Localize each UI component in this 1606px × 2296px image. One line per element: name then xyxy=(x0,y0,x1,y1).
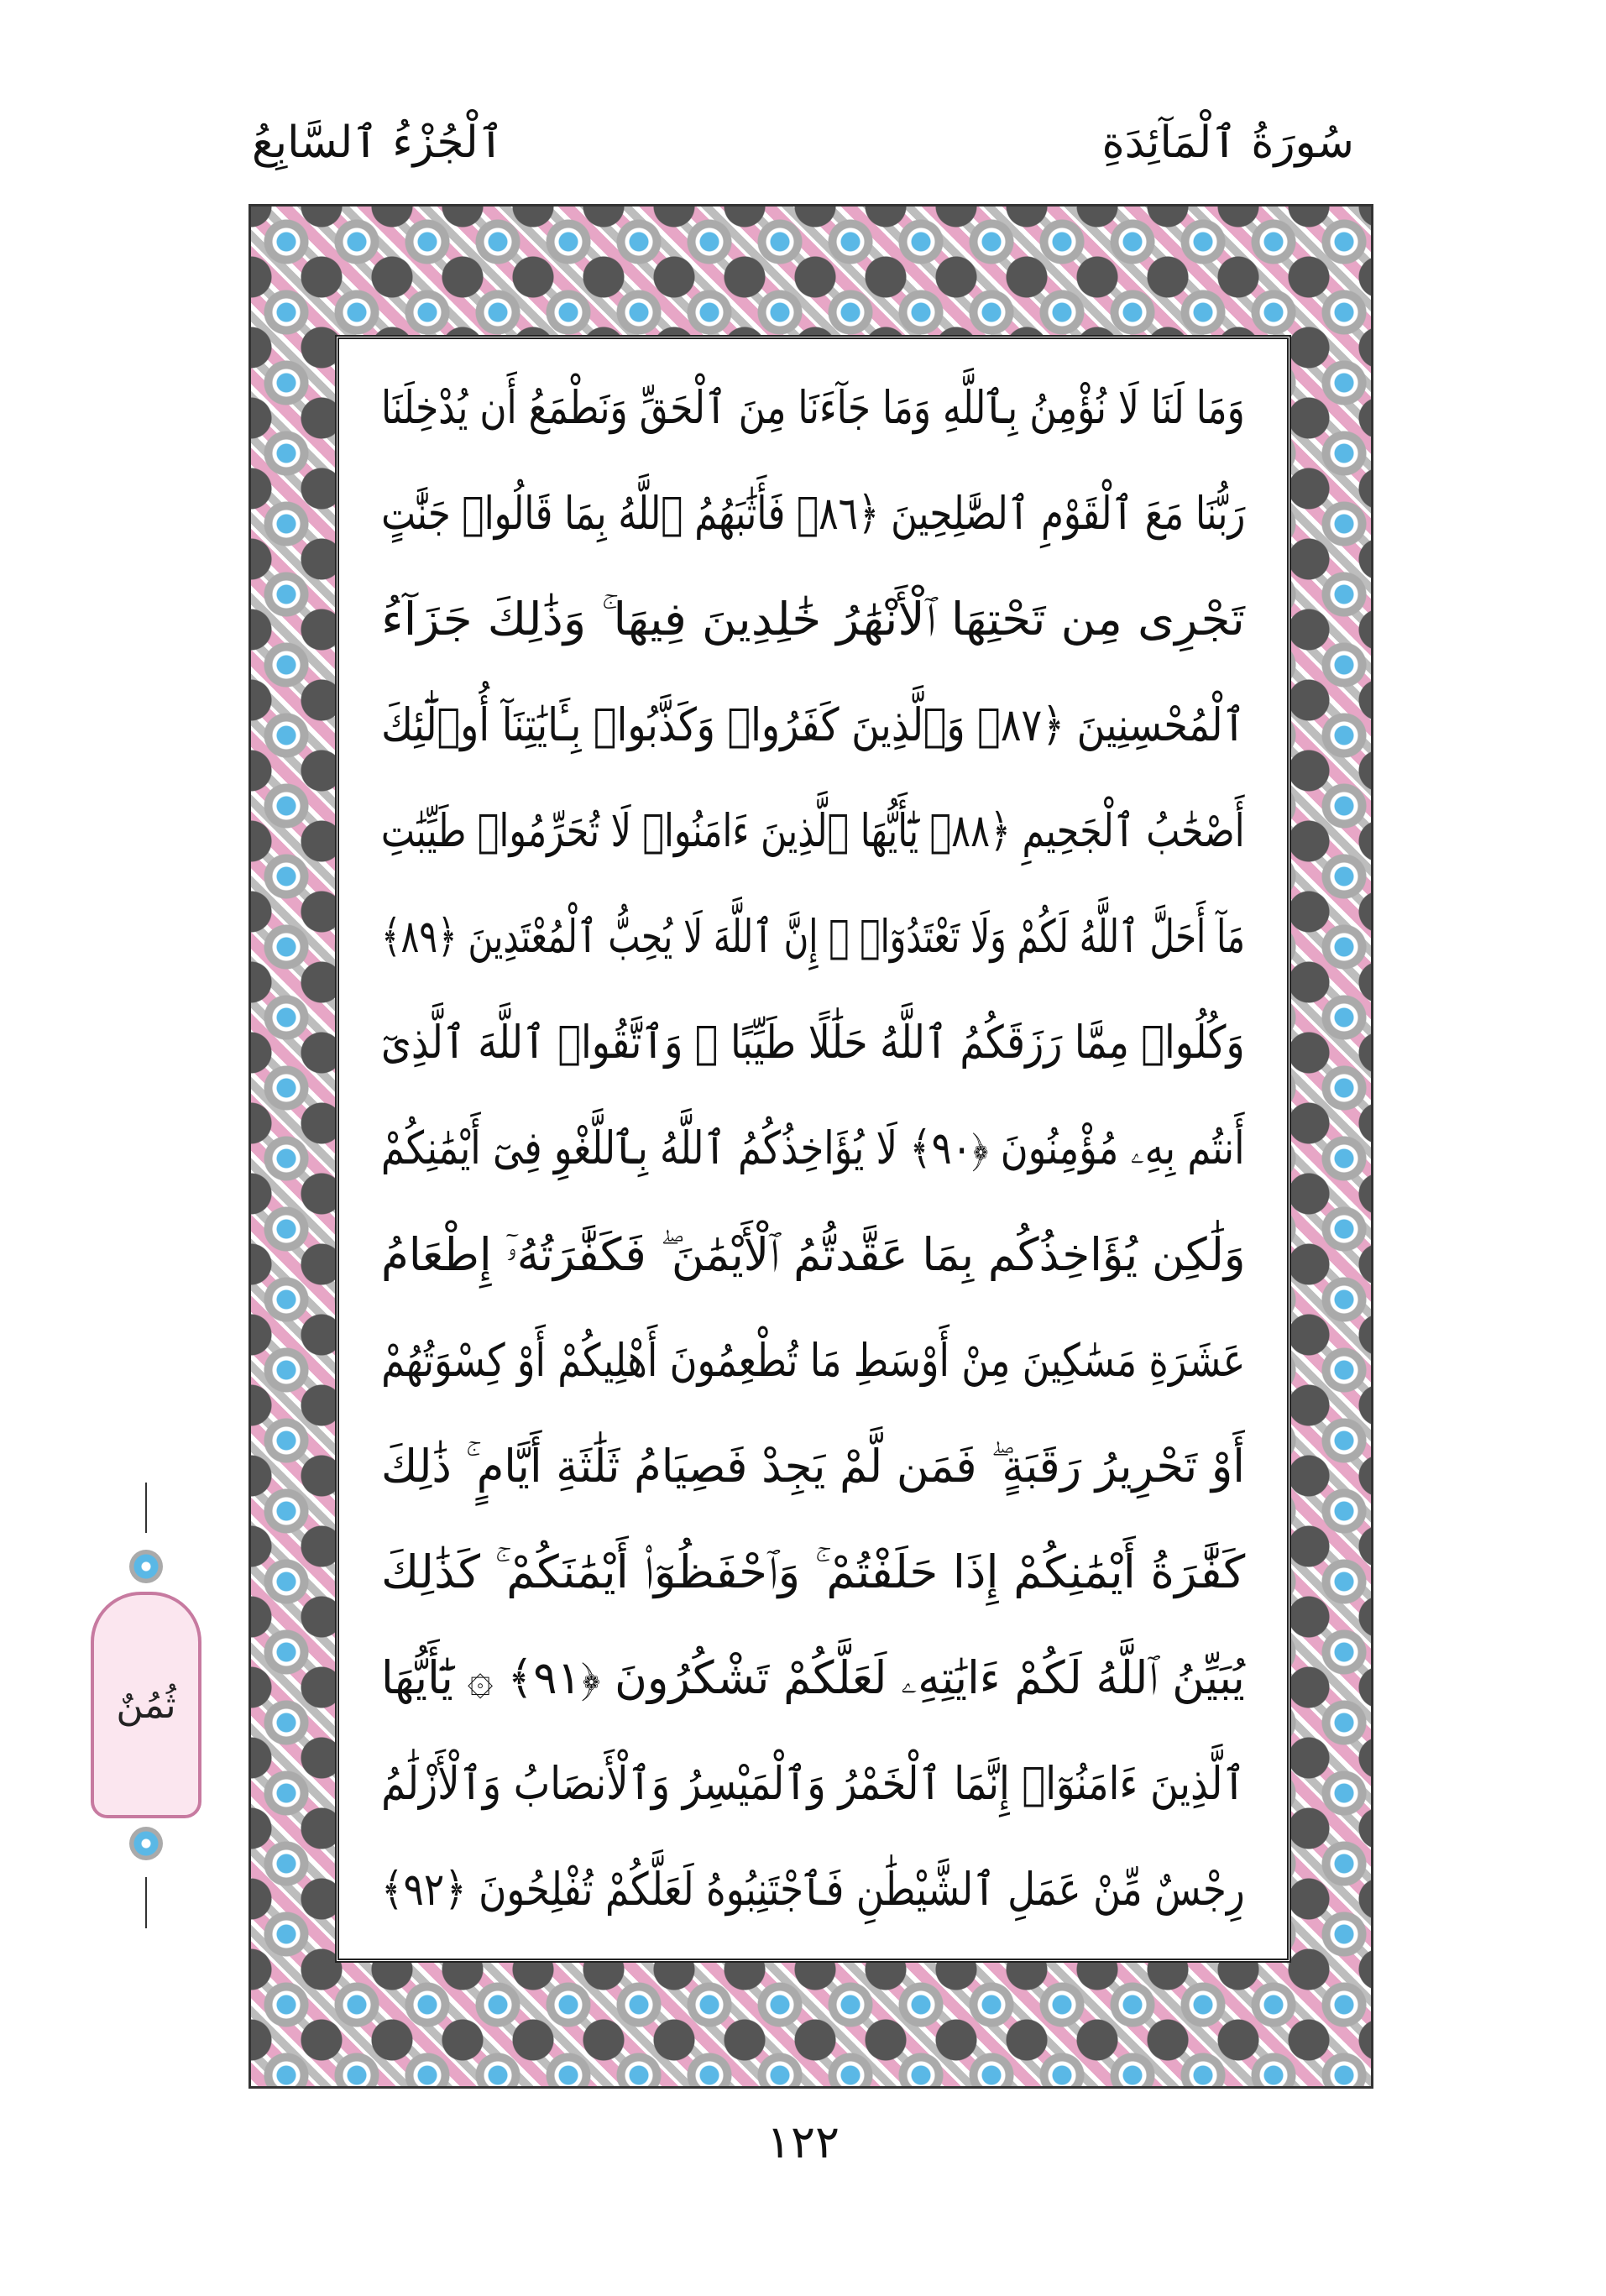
verse-line-box xyxy=(381,1309,1245,1413)
verse-line-box xyxy=(381,1415,1245,1519)
verse-line: أَنتُم بِهِۦ مُؤْمِنُونَ ﴿٩٠﴾ لَا يُؤَاخِذُكُمُ ٱللَّهُ بِٱللَّغْوِ فِىٓ أَيْمَٰنِكُمْ xyxy=(381,1122,1245,1175)
verse-line-box xyxy=(381,1096,1245,1200)
verse-lines xyxy=(381,356,1245,1942)
verse-line: ٱلْمُحْسِنِينَ ﴿٨٧﴾ وَٱلَّذِينَ كَفَرُوا۟ وَكَذَّبُوا۟ بِـَٔايَٰتِنَآ أُو۟لَٰٓئِكَ xyxy=(380,698,1245,752)
verse-line: ٱلَّذِينَ ءَامَنُوٓا۟ إِنَّمَا ٱلْخَمْرُ وَٱلْمَيْسِرُ وَٱلْأَنصَابُ وَٱلْأَزْلَٰمُ xyxy=(380,1756,1245,1810)
verse-line-box xyxy=(381,885,1245,989)
marker-rule-top xyxy=(145,1483,147,1533)
page-number: ١٢٢ xyxy=(766,2116,840,2168)
verse-line: وَكُلُوا۟ مِمَّا رَزَقَكُمُ ٱللَّهُ حَلَٰلًا طَيِّبًا ۚ وَٱتَّقُوا۟ ٱللَّهَ ٱلَّذِىٓ xyxy=(381,1016,1245,1070)
verse-line: وَمَا لَنَا لَا نُؤْمِنُ بِٱللَّهِ وَمَا جَآءَنَا مِنَ ٱلْحَقِّ وَنَطْمَعُ أَن يُدْخِلَنَا xyxy=(381,381,1245,434)
verse-line-box xyxy=(381,991,1245,1095)
flower-icon xyxy=(129,1827,163,1860)
verse-line-box xyxy=(381,1520,1245,1624)
marker-rule-bottom xyxy=(145,1877,147,1928)
verse-line: أَوْ تَحْرِيرُ رَقَبَةٍ ۖ فَمَن لَّمْ يَجِدْ فَصِيَامُ ثَلَٰثَةِ أَيَّامٍ ۚ ذَٰلِكَ xyxy=(381,1439,1245,1493)
ornamental-border xyxy=(248,204,1373,2089)
flower-icon xyxy=(129,1550,163,1583)
marker-label: ثُمُنٌ xyxy=(116,1683,176,1727)
verse-line: وَلَٰكِن يُؤَاخِذُكُم بِمَا عَقَّدتُّمُ ٱلْأَيْمَٰنَ ۖ فَكَفَّٰرَتُهُۥٓ إِطْعَامُ xyxy=(380,1227,1245,1281)
verse-line-box xyxy=(381,1203,1245,1307)
marker-box xyxy=(91,1592,201,1818)
hizb-marker xyxy=(87,1483,205,1928)
verse-line: يُبَيِّنُ ٱللَّهُ لَكُمْ ءَايَٰتِهِۦ لَعَلَّكُمْ تَشْكُرُونَ ﴿٩١﴾ ۞ يَٰٓأَيُّهَا xyxy=(381,1650,1245,1704)
verse-line-box xyxy=(381,1626,1245,1730)
verse-line: تَجْرِى مِن تَحْتِهَا ٱلْأَنْهَٰرُ خَٰلِدِينَ فِيهَا ۚ وَذَٰلِكَ جَزَآءُ xyxy=(381,593,1245,646)
verse-line-box xyxy=(381,779,1245,883)
verse-line: مَآ أَحَلَّ ٱللَّهُ لَكُمْ وَلَا تَعْتَدُوٓا۟ ۚ إِنَّ ٱللَّهَ لَا يُحِبُّ ٱلْمُعْتَدِينَ ﴿٨٩﴾ xyxy=(381,910,1245,964)
verse-line-box xyxy=(381,673,1245,777)
surah-title: سُورَةُ ٱلْمَآئِدَةِ xyxy=(1101,118,1354,168)
verse-line-box xyxy=(381,462,1245,566)
verse-line: رَبُّنَا مَعَ ٱلْقَوْمِ ٱلصَّٰلِحِينَ ﴿٨٦﴾ فَأَثَٰبَهُمُ ٱللَّهُ بِمَا قَالُوا۟ جَنَّٰتٍ xyxy=(380,487,1245,541)
verse-line-box xyxy=(381,1732,1245,1836)
verse-line-box xyxy=(381,356,1245,460)
verse-line: أَصْحَٰبُ ٱلْجَحِيمِ ﴿٨٨﴾ يَٰٓأَيُّهَا ٱلَّذِينَ ءَامَنُوا۟ لَا تُحَرِّمُوا۟ طَيِّبَٰتِ xyxy=(381,804,1245,858)
verse-line-box xyxy=(381,567,1245,672)
verse-line: رِجْسٌ مِّنْ عَمَلِ ٱلشَّيْطَٰنِ فَٱجْتَنِبُوهُ لَعَلَّكُمْ تُفْلِحُونَ ﴿٩٢﴾ xyxy=(381,1862,1245,1916)
juz-title: ٱلْجُزْءُ ٱلسَّابِعُ xyxy=(252,118,505,168)
verse-line: عَشَرَةِ مَسَٰكِينَ مِنْ أَوْسَطِ مَا تُطْعِمُونَ أَهْلِيكُمْ أَوْ كِسْوَتُهُمْ xyxy=(380,1333,1245,1387)
text-area xyxy=(335,335,1291,1963)
verse-line: كَفَّٰرَةُ أَيْمَٰنِكُمْ إِذَا حَلَفْتُمْ ۚ وَٱحْفَظُوٓا۟ أَيْمَٰنَكُمْ ۚ كَذَٰلِكَ xyxy=(380,1545,1245,1598)
verse-line-box xyxy=(381,1838,1245,1942)
